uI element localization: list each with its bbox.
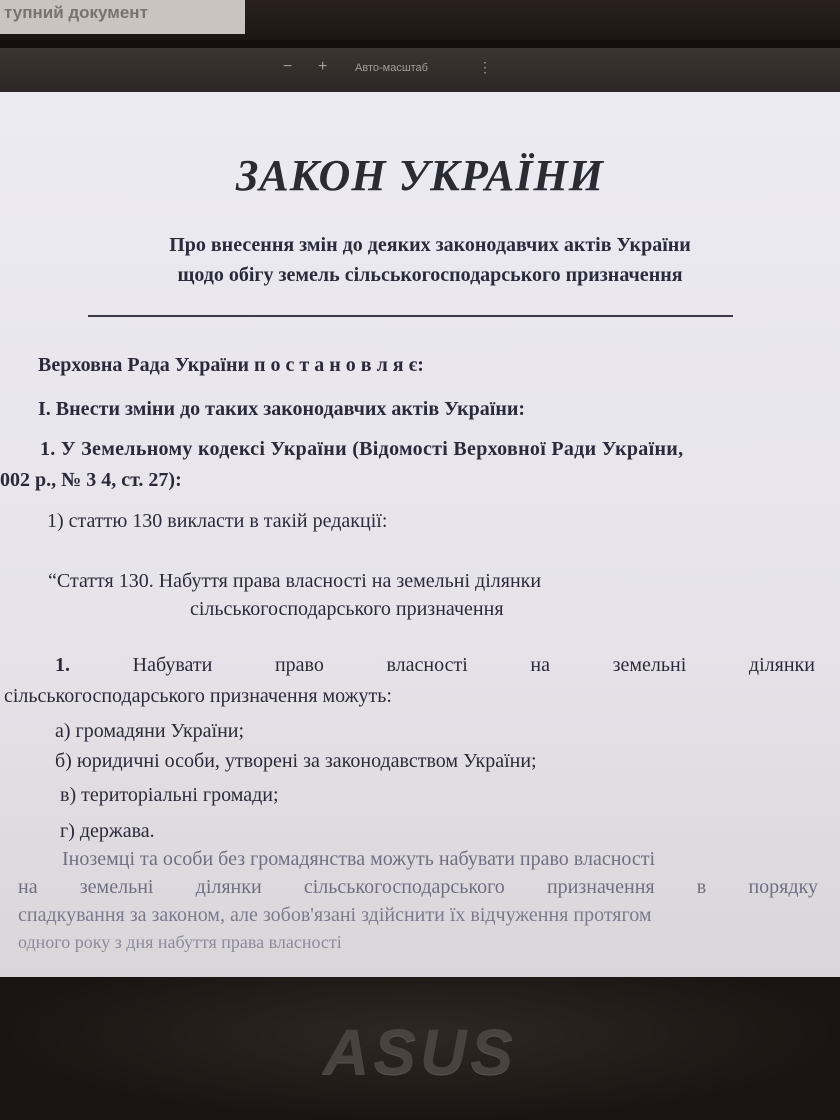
brand-logo: ASUS [323,1016,517,1088]
article-title-line-2: сільськогосподарського призначення [190,598,504,620]
foreigners-word: призначення [546,876,655,898]
item-i: І. Внести зміни до таких законодавчих актів України: [38,398,526,420]
law-subtitle [60,230,800,290]
top-window-bar [0,0,840,40]
para-1-line-1 [55,654,815,677]
zoom-in-button[interactable]: + [318,58,328,75]
list-item-b: б) юридичні особи, утворені за законодавством України; [55,750,537,772]
pdf-viewer-toolbar [0,48,840,92]
foreigners-word: на [18,876,38,898]
para-1-word: земельні [612,654,687,676]
list-item-v: в) територіальні громади; [60,784,279,806]
subtitle-line-1: Про внесення змін до деяких законодавчих актів України [169,234,691,256]
foreigners-word: в [696,876,707,898]
para-1-word: на [530,654,550,676]
list-item-a: а) громадяни України; [55,720,245,742]
more-options-icon[interactable]: ⋮ [478,59,492,75]
para-1-word: ділянки [748,654,815,676]
item-1-1: 1) статтю 130 викласти в такій редакції: [47,510,388,532]
para-1-word: право [274,654,324,676]
foreigners-line-1: Іноземці та особи без громадянства можуть набувати право власності [62,848,656,870]
subtitle-line-2: щодо обігу земель сільськогосподарського призначення [177,264,683,286]
foreigners-word: порядку [748,876,818,898]
foreigners-word: сільськогосподарського [303,876,505,898]
zoom-out-button[interactable]: − [283,58,293,75]
para-1-line-2: сільськогосподарського призначення можуть: [4,685,392,707]
window-tab-title[interactable]: тупний документ [0,0,245,34]
item-1-line-2: 002 р., № 3 4, ст. 27): [0,469,182,491]
para-1-word: власності [386,654,468,676]
decree-line: Верховна Рада України п о с т а н о в л я є: [38,354,424,376]
law-title: ЗАКОН УКРАЇНИ [236,151,604,200]
foreigners-line-2 [18,876,818,899]
zoom-mode-select[interactable]: Авто-масштаб [355,62,428,74]
foreigners-word: земельні [79,876,154,898]
foreigners-word: ділянки [195,876,262,898]
para-1-word: 1. [55,654,70,676]
foreigners-line-3: спадкування за законом, але зобов'язані здійснити їх відчуження протягом [18,904,652,926]
document-page [0,92,840,977]
foreigners-line-4: одного року з дня набуття права власності [18,932,342,952]
item-1-line-1: 1. У Земельному кодексі України (Відомості Верховної Ради України, [40,438,684,460]
article-title-line-1: “Стаття 130. Набуття права власності на земельні ділянки [48,570,542,592]
para-1-word: Набувати [132,654,213,676]
list-item-g: г) держава. [60,820,155,842]
title-divider [88,315,733,317]
